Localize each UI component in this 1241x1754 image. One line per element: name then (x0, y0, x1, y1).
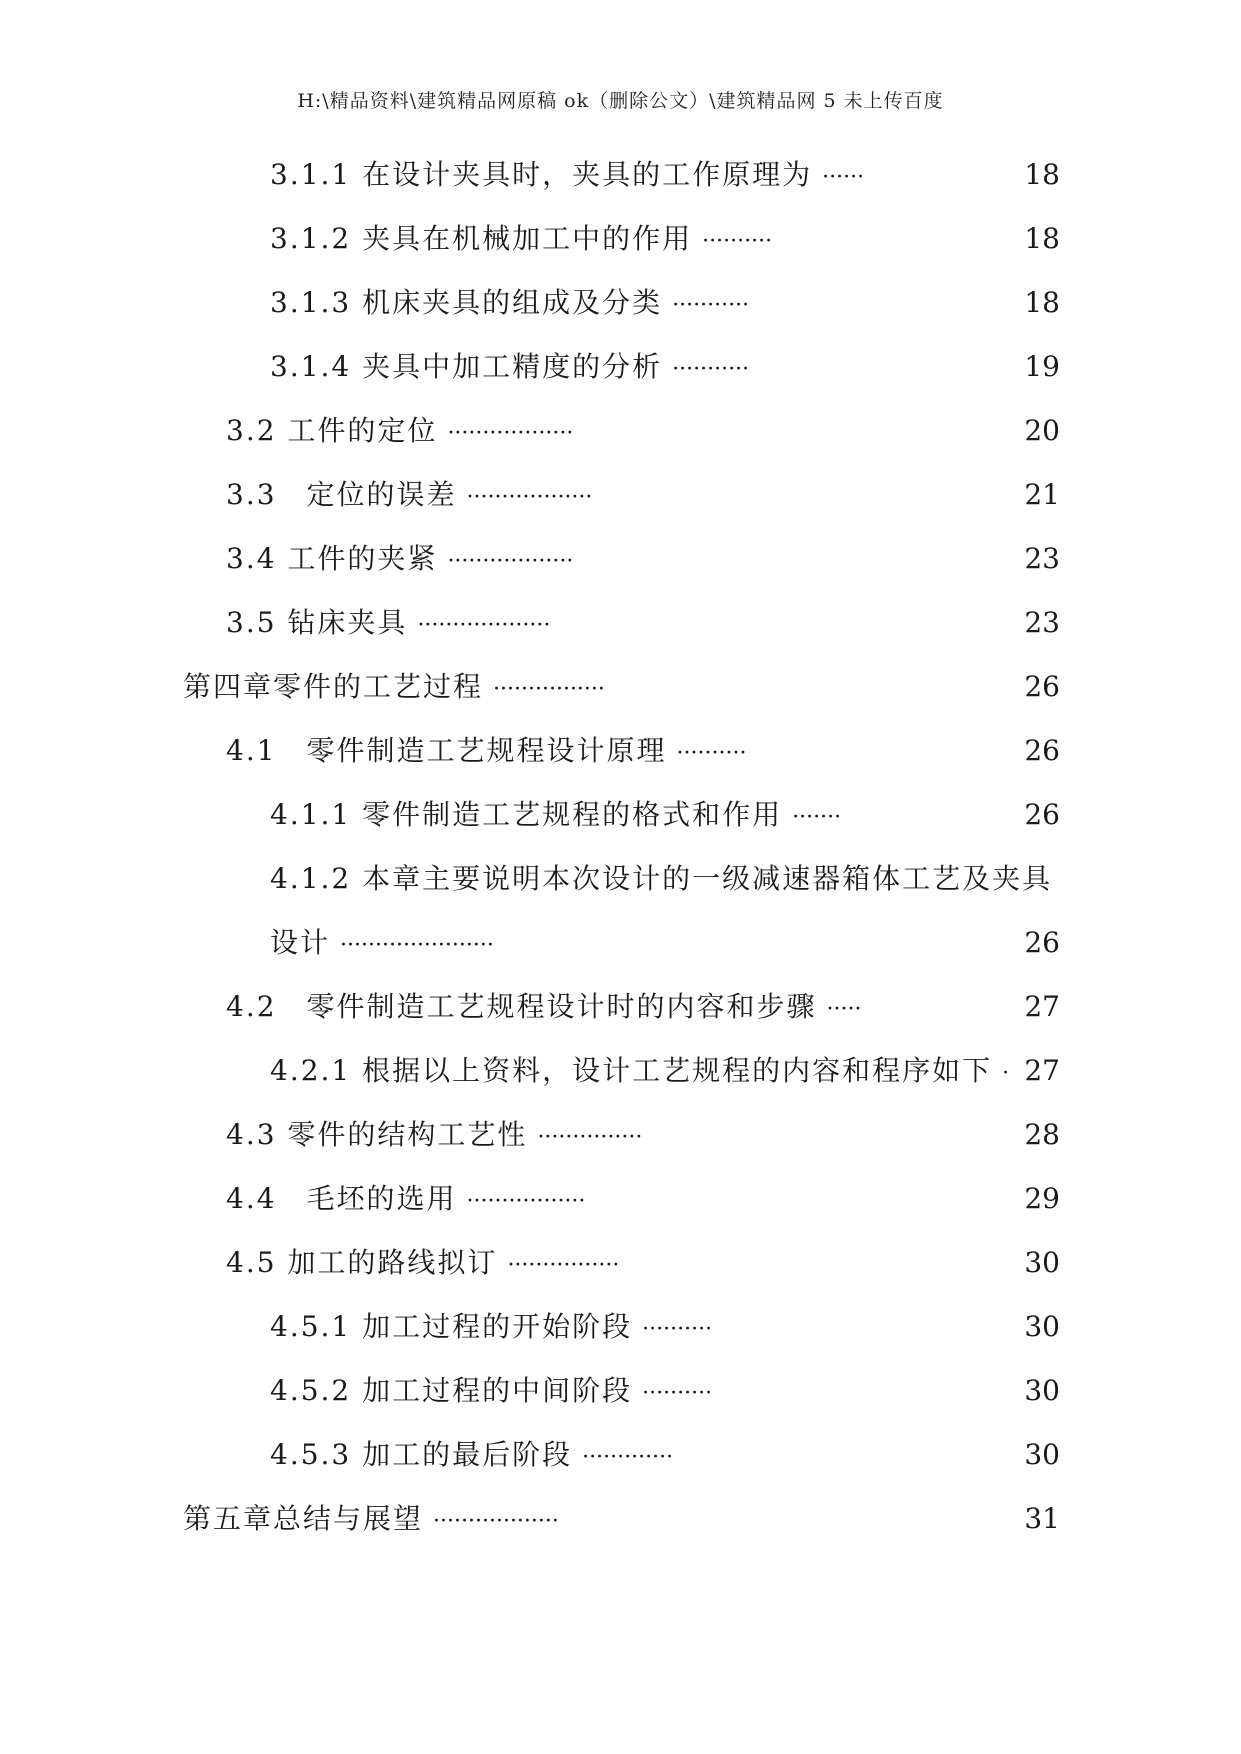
toc-leader-dots: ··········· (672, 357, 750, 382)
toc-page-number: 28 (1024, 1118, 1060, 1151)
toc-entry[interactable] (270, 1366, 712, 1416)
toc-chapter-entry[interactable] (183, 1494, 559, 1544)
toc-entry-title: 第四章零件的工艺过程 (183, 670, 484, 703)
toc-leader-dots: ··········· (672, 293, 750, 318)
toc-leader-dots: ·········· (702, 229, 773, 254)
toc-page-number: 26 (1024, 670, 1060, 703)
toc-entry-title: 3.1.1 在设计夹具时，夹具的工作原理为 (270, 158, 813, 191)
toc-entry[interactable] (270, 278, 749, 328)
toc-entry[interactable] (270, 214, 772, 264)
toc-entry-title: 4.3 零件的结构工艺性 (226, 1118, 528, 1151)
toc-entry[interactable] (226, 534, 573, 584)
toc-page-number: 30 (1024, 1246, 1060, 1279)
toc-entry-continuation[interactable] (270, 918, 494, 968)
toc-leader-dots: ··················· (417, 613, 551, 638)
toc-leader-dots: ··············· (537, 1125, 643, 1150)
toc-page-number: 30 (1024, 1374, 1060, 1407)
toc-page-number: 26 (1024, 926, 1060, 959)
toc-entry[interactable] (270, 790, 841, 840)
toc-page-number: 18 (1024, 222, 1060, 255)
toc-page-number: 27 (1024, 1054, 1060, 1087)
toc-entry-title: 4.1 零件制造工艺规程设计原理 (226, 734, 667, 767)
document-header-path: H:\精品资料\建筑精品网原稿 ok（删除公文）\建筑精品网 5 未上传百度 (297, 90, 944, 112)
toc-entry-title: 4.5.3 加工的最后阶段 (270, 1438, 573, 1471)
toc-entry-title: 4.5.1 加工过程的开始阶段 (270, 1310, 633, 1343)
toc-page-number: 23 (1024, 606, 1060, 639)
toc-leader-dots: ····· (826, 997, 862, 1022)
toc-entry-title: 3.3 定位的误差 (226, 478, 457, 511)
toc-entry[interactable] (226, 470, 592, 520)
toc-leader-dots: ·················· (447, 549, 574, 574)
toc-entry-title: 4.5 加工的路线拟订 (226, 1246, 498, 1279)
toc-entry[interactable] (270, 1046, 1009, 1096)
toc-leader-dots: ················· (466, 1189, 586, 1214)
toc-entry[interactable] (226, 1110, 642, 1160)
toc-entry-title: 4.4 毛坯的选用 (226, 1182, 457, 1215)
toc-entry-title: 3.1.4 夹具中加工精度的分析 (270, 350, 663, 383)
toc-leader-dots: ······ (822, 165, 865, 190)
toc-entry-title: 4.2 零件制造工艺规程设计时的内容和步骤 (226, 990, 817, 1023)
toc-entry[interactable] (270, 150, 864, 200)
toc-page-number: 18 (1024, 158, 1060, 191)
toc-page-number: 23 (1024, 542, 1060, 575)
toc-entry-title: 3.4 工件的夹紧 (226, 542, 438, 575)
toc-leader-dots: ············· (582, 1445, 674, 1470)
toc-page-number: 26 (1024, 798, 1060, 831)
toc-entry[interactable] (270, 342, 749, 392)
toc-entry[interactable] (270, 854, 1062, 904)
toc-page-number: 30 (1024, 1438, 1060, 1471)
toc-page-number: 29 (1024, 1182, 1060, 1215)
toc-entry-title: 3.1.3 机床夹具的组成及分类 (270, 286, 663, 319)
toc-entry-title: 4.1.1 零件制造工艺规程的格式和作用 (270, 798, 783, 831)
toc-page-number: 21 (1024, 478, 1060, 511)
toc-entry[interactable] (226, 598, 550, 648)
toc-leader-dots: ·················· (466, 485, 593, 510)
toc-leader-dots: ·········· (642, 1381, 713, 1406)
toc-leader-dots: ······· (792, 805, 842, 830)
toc-leader-dots: ·················· (447, 421, 574, 446)
toc-chapter-entry[interactable] (183, 662, 605, 712)
toc-page-number: 20 (1024, 414, 1060, 447)
toc-entry[interactable] (226, 726, 746, 776)
toc-entry[interactable] (226, 1174, 585, 1224)
toc-entry[interactable] (226, 982, 862, 1032)
toc-entry[interactable] (226, 406, 573, 456)
toc-leader-dots: ·················· (433, 1509, 559, 1534)
toc-entry-title: 4.5.2 加工过程的中间阶段 (270, 1374, 633, 1407)
toc-entry-title: 第五章总结与展望 (183, 1502, 424, 1535)
toc-page-number: 18 (1024, 286, 1060, 319)
toc-entry-title: 4.1.2 本章主要说明本次设计的一级减速器箱体工艺及夹具 (270, 862, 1053, 895)
toc-entry-title: 3.1.2 夹具在机械加工中的作用 (270, 222, 693, 255)
toc-leader-dots: ······················ (340, 933, 494, 958)
toc-leader-dots: ················ (493, 677, 605, 702)
toc-entry-title: 设计 (270, 926, 331, 959)
toc-entry[interactable] (226, 1238, 619, 1288)
toc-page-number: 30 (1024, 1310, 1060, 1343)
toc-page-number (1000, 854, 1060, 904)
toc-entry-title: 3.5 钻床夹具 (226, 606, 408, 639)
toc-entry-title: 4.2.1 根据以上资料，设计工艺规程的内容和程序如下 (270, 1054, 993, 1087)
toc-entry[interactable] (270, 1430, 673, 1480)
toc-page-number: 19 (1024, 350, 1060, 383)
toc-leader-dots: ·········· (676, 741, 747, 766)
toc-page-number: 26 (1024, 734, 1060, 767)
toc-entry[interactable] (270, 1302, 712, 1352)
toc-leader-dots: ·········· (642, 1317, 713, 1342)
toc-leader-dots: ················ (507, 1253, 620, 1278)
toc-leader-dots: · (1002, 1061, 1010, 1086)
toc-page-number: 31 (1024, 1502, 1060, 1535)
toc-page-number: 27 (1024, 990, 1060, 1023)
toc-entry-title: 3.2 工件的定位 (226, 414, 438, 447)
